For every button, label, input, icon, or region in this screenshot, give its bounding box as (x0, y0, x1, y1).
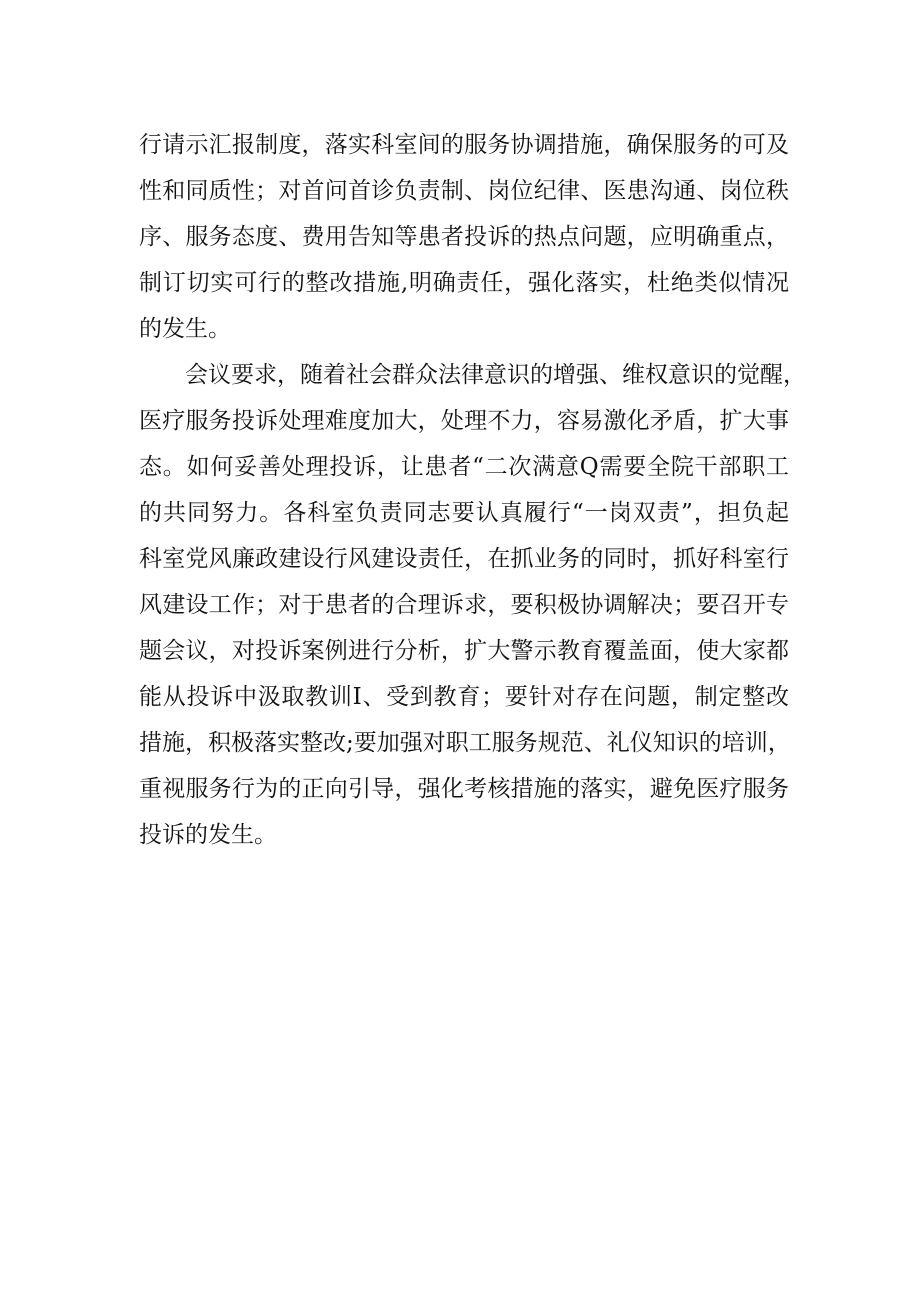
text-line: 性和同质性；对首问首诊负责制、岗位纪律、医患沟通、岗位秩 (139, 178, 789, 204)
text-line: 能从投诉中汲取教训I、受到教育；要针对存在问题，制定整改 (139, 684, 789, 710)
text-line: 重视服务行为的正向引导，强化考核措施的落实，避免医疗服务 (139, 776, 789, 802)
paragraph-meeting-requirements (139, 352, 806, 858)
text-line: 制订切实可行的整改措施,明确责任，强化落实，杜绝类似情况 (139, 270, 789, 296)
paragraph-continuation (139, 122, 789, 352)
text-line: 的发生。 (139, 316, 231, 342)
text-line: 行请示汇报制度，落实科室间的服务协调措施，确保服务的可及 (139, 132, 789, 158)
text-line: 风建设工作；对于患者的合理诉求，要积极协调解决；要召开专 (139, 592, 789, 618)
text-line: 会议要求，随着社会群众法律意识的增强、维权意识的觉醒， (185, 362, 806, 388)
text-line: 序、服务态度、费用告知等患者投诉的热点问题，应明确重点， (139, 224, 789, 250)
text-line: 态。如何妥善处理投诉，让患者“二次满意Q需要全院干部职工 (139, 454, 789, 480)
text-line: 科室党风廉政建设行风建设责任，在抓业务的同时，抓好科室行 (139, 546, 789, 572)
text-line: 措施，积极落实整改;要加强对职工服务规范、礼仪知识的培训， (139, 730, 791, 756)
text-line: 投诉的发生。 (139, 822, 277, 848)
text-line: 题会议，对投诉案例进行分析，扩大警示教育覆盖面，使大家都 (139, 638, 789, 664)
text-line: 医疗服务投诉处理难度加大，处理不力，容易激化矛盾，扩大事 (139, 408, 789, 434)
text-line: 的共同努力。各科室负责同志要认真履行“一岗双责”，担负起 (139, 500, 789, 526)
